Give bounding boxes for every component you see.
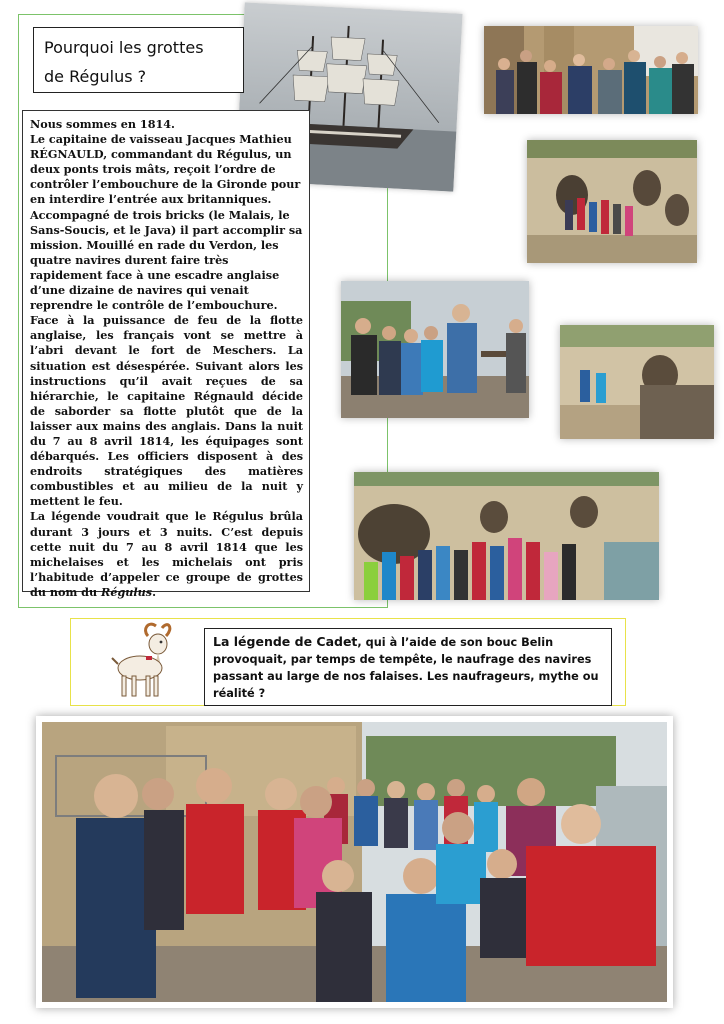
photo-guide-explaining bbox=[341, 281, 529, 418]
photo-cave-walkway bbox=[560, 325, 714, 439]
story-paragraph-2: Le capitaine de vaisseau Jacques Mathieu RÉGNAULD, commandant du Régulus, un deux ponts trois mâts, reçoit l’ordre de contrôler l’embouchure de la Gironde pour en interdire l’entrée aux britanniques. Accompagné de trois bricks (le Malais, le Sans-Soucis, et le Java) il part accomplir sa mission. Mouillé en rade du Verdon, les quatre navires durent faire très rapidement face à une escadre anglaise d’une dizaine de navires qui venait reprendre le contrôle de l’embouchure. bbox=[30, 132, 303, 313]
photo-group-before-caves bbox=[354, 472, 659, 600]
legend-body: , qui à l’aide de son bouc Belin provoquait, par temps de tempête, le naufrage des navires passant au large de nos falaises. Les naufrageurs, mythe ou réalité ? bbox=[213, 636, 599, 700]
title-line-1: Pourquoi les grottes bbox=[44, 38, 204, 57]
story-paragraph-3: Face à la puissance de feu de la flotte anglaise, les français vont se mettre à l’abri devant le fort de Meschers. La situation est désespérée. Suivant alors les instructions qu’il avait reçues de sa hiérarchie, le capitaine Régnauld décide de saborder sa flotte plutôt que de la laisser aux mains des anglais. Dans la nuit du 7 au 8 avril 1814, les équipages sont débarqués. Les officiers disposent à des endroits stratégiques des matières combustibles et au milieu de la nuit y mettent le feu. bbox=[30, 313, 303, 509]
photo-caves-visitors bbox=[527, 140, 697, 263]
story-paragraph-4 bbox=[30, 509, 303, 600]
story-paragraph-1: Nous sommes en 1814. bbox=[30, 117, 175, 131]
page-title bbox=[33, 27, 244, 93]
story-paragraph-4-end: . bbox=[152, 584, 156, 599]
story-text-box bbox=[22, 110, 310, 599]
group-photo bbox=[36, 716, 673, 1008]
story-paragraph-4-ship-name: Régulus bbox=[101, 584, 153, 599]
legend-lead: La légende de Cadet bbox=[213, 634, 358, 649]
goat-icon bbox=[108, 620, 178, 700]
story-paragraph-4-text: La légende voudrait que le Régulus brûla durant 3 jours et 3 nuits. C’est depuis cette nuit du 7 au 8 avril 1814 que les michelaises et les michelais ont pris l’habitude d’appeler ce groupe de grottes du nom du bbox=[30, 509, 303, 599]
title-line-2: de Régulus ? bbox=[44, 67, 147, 86]
photo-group-cave-entrance bbox=[484, 26, 698, 114]
legend-text-box bbox=[204, 628, 612, 706]
